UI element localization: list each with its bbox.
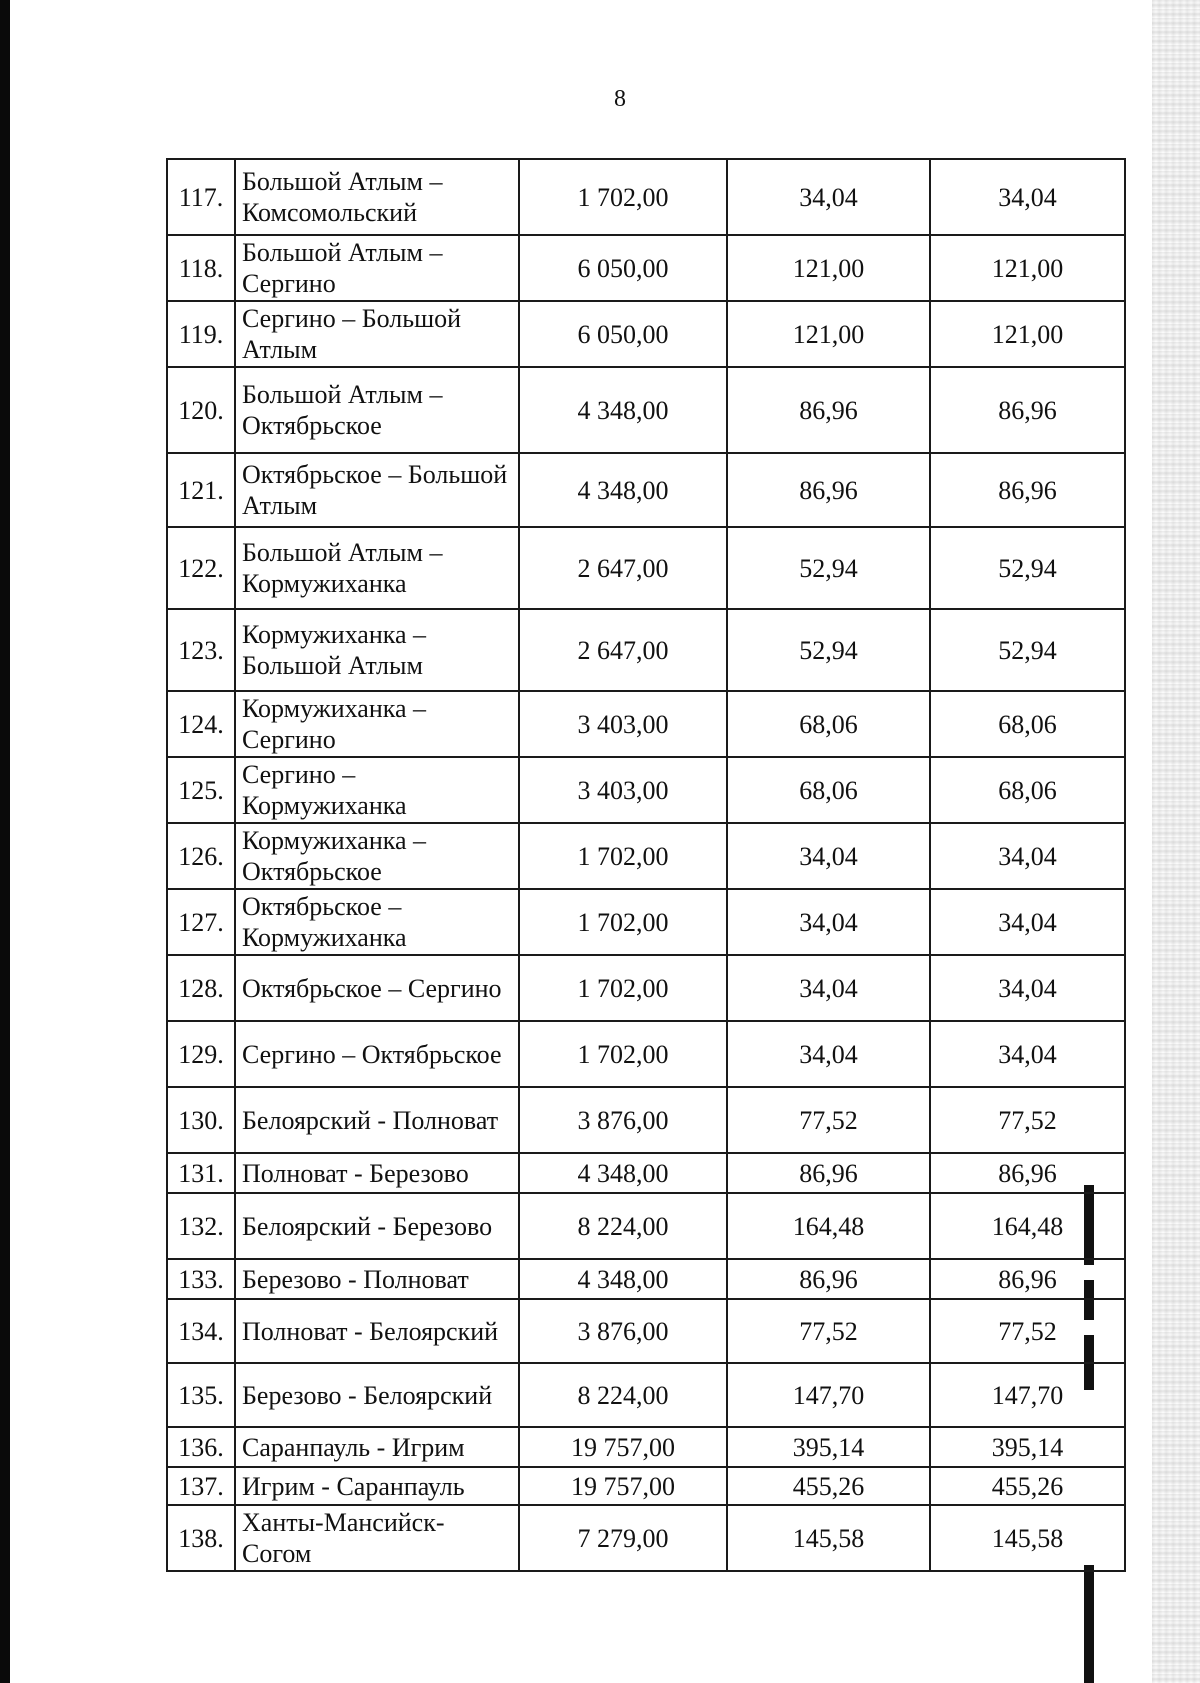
route-value-3: 121,00 <box>930 301 1125 367</box>
route-value-2: 121,00 <box>727 235 930 301</box>
row-number: 133. <box>167 1259 235 1299</box>
row-number: 127. <box>167 889 235 955</box>
route-value-3: 455,26 <box>930 1467 1125 1505</box>
row-number: 119. <box>167 301 235 367</box>
row-number: 129. <box>167 1021 235 1087</box>
route-value-2: 86,96 <box>727 367 930 453</box>
route-value-3: 145,58 <box>930 1505 1125 1571</box>
route-value-3: 77,52 <box>930 1299 1125 1363</box>
route-name: Сергино – Кормужиханка <box>235 757 519 823</box>
route-value-3: 164,48 <box>930 1193 1125 1259</box>
row-number: 126. <box>167 823 235 889</box>
table-row <box>167 757 1125 823</box>
route-name: Октябрьское – Большой Атлым <box>235 453 519 527</box>
table-row <box>167 1259 1125 1299</box>
route-name: Кормужиханка – Сергино <box>235 691 519 757</box>
route-value-3: 34,04 <box>930 823 1125 889</box>
route-value-1: 1 702,00 <box>519 955 727 1021</box>
route-name: Кормужиханка – Большой Атлым <box>235 609 519 691</box>
route-value-1: 4 348,00 <box>519 1153 727 1193</box>
table-row <box>167 527 1125 609</box>
route-value-2: 455,26 <box>727 1467 930 1505</box>
route-value-3: 86,96 <box>930 367 1125 453</box>
route-value-3: 395,14 <box>930 1427 1125 1467</box>
route-value-1: 6 050,00 <box>519 235 727 301</box>
route-value-3: 68,06 <box>930 691 1125 757</box>
route-value-3: 52,94 <box>930 609 1125 691</box>
route-value-2: 86,96 <box>727 1153 930 1193</box>
row-number: 120. <box>167 367 235 453</box>
route-name: Полноват - Березово <box>235 1153 519 1193</box>
route-value-1: 8 224,00 <box>519 1193 727 1259</box>
row-number: 138. <box>167 1505 235 1571</box>
route-name: Большой Атлым – Комсомольский <box>235 159 519 235</box>
route-name: Белоярский - Березово <box>235 1193 519 1259</box>
table-row <box>167 691 1125 757</box>
table-row <box>167 1363 1125 1427</box>
route-value-1: 19 757,00 <box>519 1467 727 1505</box>
route-value-3: 34,04 <box>930 955 1125 1021</box>
route-name: Березово - Полноват <box>235 1259 519 1299</box>
route-value-3: 68,06 <box>930 757 1125 823</box>
route-value-3: 34,04 <box>930 159 1125 235</box>
row-number: 122. <box>167 527 235 609</box>
route-value-1: 19 757,00 <box>519 1427 727 1467</box>
route-value-2: 77,52 <box>727 1087 930 1153</box>
row-number: 134. <box>167 1299 235 1363</box>
route-value-3: 86,96 <box>930 1259 1125 1299</box>
route-value-2: 68,06 <box>727 691 930 757</box>
page-number: 8 <box>614 86 626 112</box>
route-value-1: 3 876,00 <box>519 1087 727 1153</box>
route-value-3: 86,96 <box>930 1153 1125 1193</box>
route-name: Большой Атлым – Сергино <box>235 235 519 301</box>
route-name: Саранпауль - Игрим <box>235 1427 519 1467</box>
route-name: Полноват - Белоярский <box>235 1299 519 1363</box>
route-name: Игрим - Саранпауль <box>235 1467 519 1505</box>
table-row <box>167 367 1125 453</box>
route-name: Октябрьское – Кормужиханка <box>235 889 519 955</box>
route-value-2: 34,04 <box>727 159 930 235</box>
fare-table <box>166 158 1126 1572</box>
route-value-2: 34,04 <box>727 1021 930 1087</box>
row-number: 124. <box>167 691 235 757</box>
table-row <box>167 1087 1125 1153</box>
table-row <box>167 1021 1125 1087</box>
table-row <box>167 1467 1125 1505</box>
table-row <box>167 1427 1125 1467</box>
route-value-1: 4 348,00 <box>519 367 727 453</box>
table-row <box>167 955 1125 1021</box>
route-value-1: 1 702,00 <box>519 889 727 955</box>
route-value-3: 34,04 <box>930 1021 1125 1087</box>
scan-left-edge <box>0 0 10 1683</box>
route-value-2: 68,06 <box>727 757 930 823</box>
route-name: Сергино – Большой Атлым <box>235 301 519 367</box>
route-value-1: 2 647,00 <box>519 527 727 609</box>
route-value-2: 34,04 <box>727 889 930 955</box>
table-row <box>167 1505 1125 1571</box>
route-value-2: 121,00 <box>727 301 930 367</box>
route-value-1: 3 403,00 <box>519 757 727 823</box>
row-number: 118. <box>167 235 235 301</box>
route-value-2: 52,94 <box>727 527 930 609</box>
row-number: 132. <box>167 1193 235 1259</box>
scan-right-edge-noise <box>1152 0 1200 1683</box>
route-value-1: 4 348,00 <box>519 1259 727 1299</box>
row-number: 121. <box>167 453 235 527</box>
route-name: Ханты-Мансийск-Согом <box>235 1505 519 1571</box>
row-number: 128. <box>167 955 235 1021</box>
row-number: 136. <box>167 1427 235 1467</box>
route-value-1: 6 050,00 <box>519 301 727 367</box>
route-value-1: 1 702,00 <box>519 159 727 235</box>
table-row <box>167 1299 1125 1363</box>
route-value-3: 52,94 <box>930 527 1125 609</box>
route-name: Большой Атлым – Кормужиханка <box>235 527 519 609</box>
route-value-2: 147,70 <box>727 1363 930 1427</box>
route-value-3: 77,52 <box>930 1087 1125 1153</box>
row-number: 131. <box>167 1153 235 1193</box>
route-value-1: 1 702,00 <box>519 823 727 889</box>
table-row <box>167 453 1125 527</box>
row-number: 135. <box>167 1363 235 1427</box>
row-number: 130. <box>167 1087 235 1153</box>
table-row <box>167 1193 1125 1259</box>
route-name: Сергино – Октябрьское <box>235 1021 519 1087</box>
row-number: 123. <box>167 609 235 691</box>
table-row <box>167 301 1125 367</box>
table-row <box>167 1153 1125 1193</box>
table-row <box>167 159 1125 235</box>
route-value-2: 164,48 <box>727 1193 930 1259</box>
route-value-2: 86,96 <box>727 453 930 527</box>
route-value-2: 52,94 <box>727 609 930 691</box>
route-value-1: 4 348,00 <box>519 453 727 527</box>
route-value-2: 145,58 <box>727 1505 930 1571</box>
table-row <box>167 609 1125 691</box>
route-value-3: 34,04 <box>930 889 1125 955</box>
row-number: 117. <box>167 159 235 235</box>
route-value-1: 3 876,00 <box>519 1299 727 1363</box>
route-value-1: 3 403,00 <box>519 691 727 757</box>
route-name: Октябрьское – Сергино <box>235 955 519 1021</box>
route-value-3: 147,70 <box>930 1363 1125 1427</box>
table-row <box>167 889 1125 955</box>
table-row <box>167 235 1125 301</box>
route-value-2: 77,52 <box>727 1299 930 1363</box>
row-number: 125. <box>167 757 235 823</box>
route-value-2: 34,04 <box>727 823 930 889</box>
route-value-2: 86,96 <box>727 1259 930 1299</box>
route-value-2: 34,04 <box>727 955 930 1021</box>
table-row <box>167 823 1125 889</box>
route-name: Березово - Белоярский <box>235 1363 519 1427</box>
route-name: Белоярский - Полноват <box>235 1087 519 1153</box>
route-name: Большой Атлым – Октябрьское <box>235 367 519 453</box>
route-value-1: 1 702,00 <box>519 1021 727 1087</box>
route-value-1: 7 279,00 <box>519 1505 727 1571</box>
route-name: Кормужиханка – Октябрьское <box>235 823 519 889</box>
route-value-3: 86,96 <box>930 453 1125 527</box>
row-number: 137. <box>167 1467 235 1505</box>
route-value-1: 8 224,00 <box>519 1363 727 1427</box>
route-value-1: 2 647,00 <box>519 609 727 691</box>
route-value-2: 395,14 <box>727 1427 930 1467</box>
route-value-3: 121,00 <box>930 235 1125 301</box>
